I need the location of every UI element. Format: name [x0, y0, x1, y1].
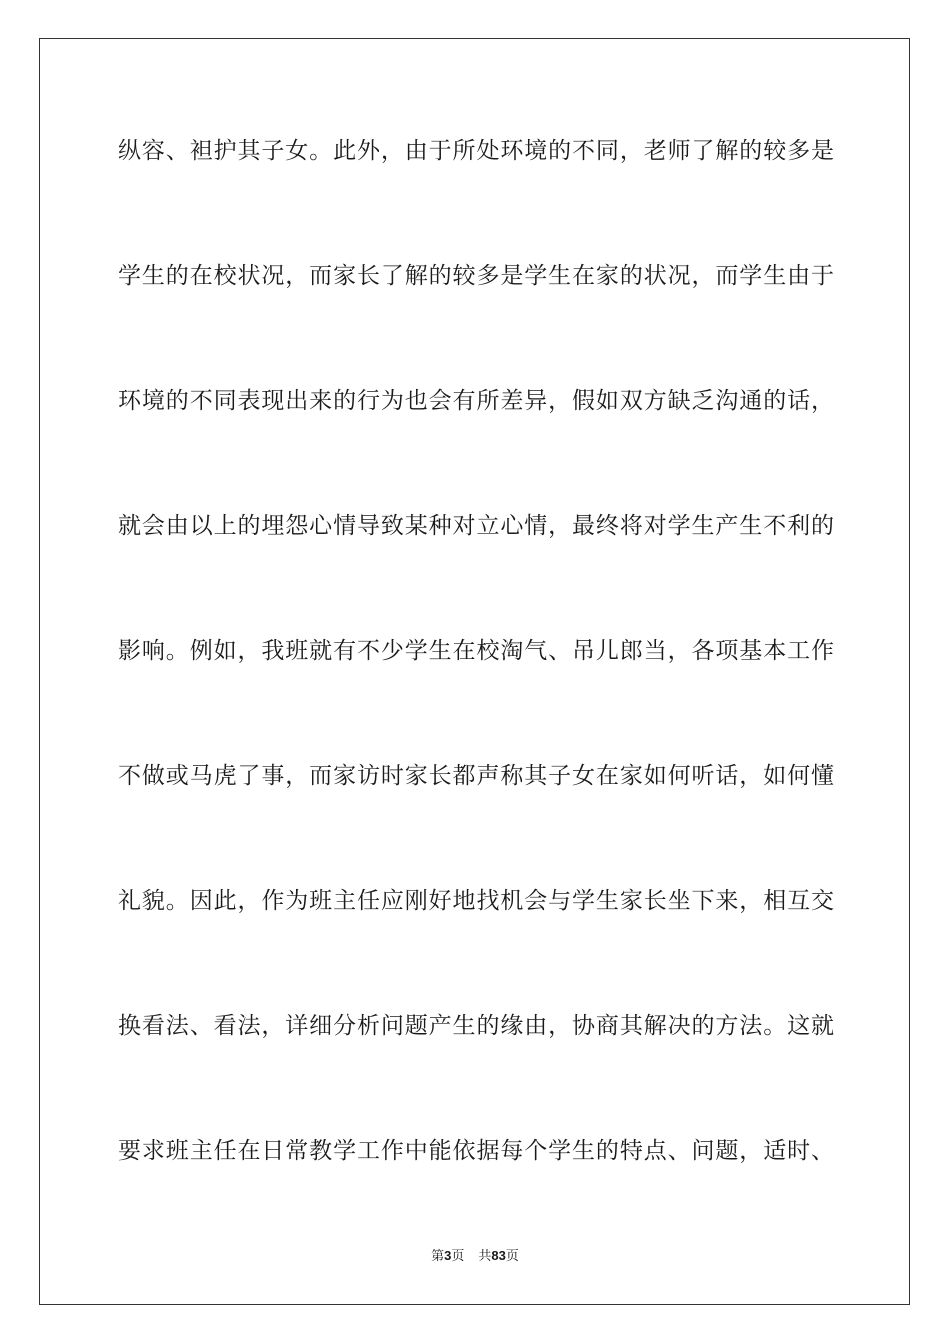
- body-text-line-3: 环境的不同表现出来的行为也会有所差异，假如双方缺乏沟通的话，: [118, 388, 834, 414]
- body-text-line-7: 礼貌。因此，作为班主任应刚好地找机会与学生家长坐下来，相互交: [118, 888, 834, 914]
- page-footer: [0, 1247, 950, 1266]
- body-text-line-8: 换看法、看法，详细分析问题产生的缘由，协商其解决的方法。这就: [118, 1013, 834, 1039]
- page-suffix: 页: [451, 1249, 465, 1264]
- body-text-line-4: 就会由以上的埋怨心情导致某种对立心情，最终将对学生产生不利的: [118, 513, 834, 539]
- body-text-line-9: 要求班主任在日常教学工作中能依据每个学生的特点、问题，适时、: [118, 1138, 834, 1164]
- total-pages: 83: [491, 1248, 506, 1263]
- body-text-line-1: 纵容、袒护其子女。此外，由于所处环境的不同，老师了解的较多是: [118, 138, 834, 164]
- total-prefix: 共: [478, 1249, 492, 1264]
- page-number: 3: [444, 1248, 452, 1263]
- total-suffix: 页: [505, 1249, 519, 1264]
- body-text-line-5: 影响。例如，我班就有不少学生在校淘气、吊儿郎当，各项基本工作: [118, 638, 834, 664]
- page-border: [39, 38, 910, 1305]
- page-prefix: 第: [431, 1249, 445, 1264]
- body-text-line-6: 不做或马虎了事，而家访时家长都声称其子女在家如何听话，如何懂: [118, 763, 834, 789]
- body-text-line-2: 学生的在校状况，而家长了解的较多是学生在家的状况，而学生由于: [118, 263, 834, 289]
